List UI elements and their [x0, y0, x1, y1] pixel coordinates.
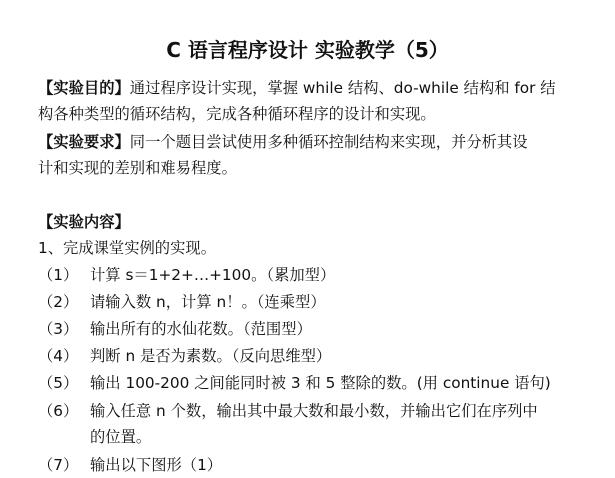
list-item-text: 输出 100-200 之间能同时被 3 和 5 整除的数。(用 continue 语句) [90, 374, 551, 392]
purpose-line-2: 构各种类型的循环结构，完成各种循环程序的设计和实现。 [38, 105, 436, 123]
requirements-label: 【实验要求】 [38, 133, 130, 151]
list-item-text: 输出所有的水仙花数。（范围型） [90, 320, 312, 338]
list-item-number: （6） [38, 402, 79, 420]
list-item-number: （5） [38, 374, 79, 392]
document-title: C 语言程序设计 实验教学（5） [166, 38, 449, 62]
list-item [38, 289, 326, 315]
list-item [38, 316, 312, 342]
list-item-number: （7） [38, 456, 79, 474]
purpose-line-1 [38, 75, 556, 101]
list-item [38, 398, 538, 424]
list-item-number: （1） [38, 266, 79, 284]
list-item-number: （3） [38, 320, 79, 338]
purpose-label: 【实验目的】 [38, 79, 130, 97]
purpose-text-1: 通过程序设计实现，掌握 while 结构、do-while 结构和 for 结 [129, 79, 556, 97]
list-item [38, 452, 222, 478]
requirements-line-1 [38, 129, 528, 155]
list-item [38, 343, 331, 369]
requirements-line-2: 计和实现的差别和难易程度。 [38, 159, 237, 177]
list-item-text: 计算 s＝1+2+…+100。（累加型） [90, 266, 336, 284]
list-item-number: （2） [38, 293, 79, 311]
list-item-text: 输出以下图形（1） [90, 456, 223, 474]
list-item-text: 请输入数 n，计算 n！。（连乘型） [90, 293, 326, 311]
list-item-continuation: 的位置。 [90, 428, 152, 446]
list-item-text: 判断 n 是否为素数。（反向思维型） [90, 347, 332, 365]
list-item [38, 370, 551, 396]
list-item-text: 输入任意 n 个数，输出其中最大数和最小数，并输出它们在序列中 [90, 402, 538, 420]
content-label: 【实验内容】 [38, 213, 130, 231]
list-item [38, 262, 335, 288]
section-1-heading: 1、完成课堂实例的实现。 [38, 239, 216, 257]
list-item-number: （4） [38, 347, 79, 365]
requirements-text-1: 同一个题目尝试使用多种循环控制结构来实现，并分析其设 [129, 133, 528, 151]
